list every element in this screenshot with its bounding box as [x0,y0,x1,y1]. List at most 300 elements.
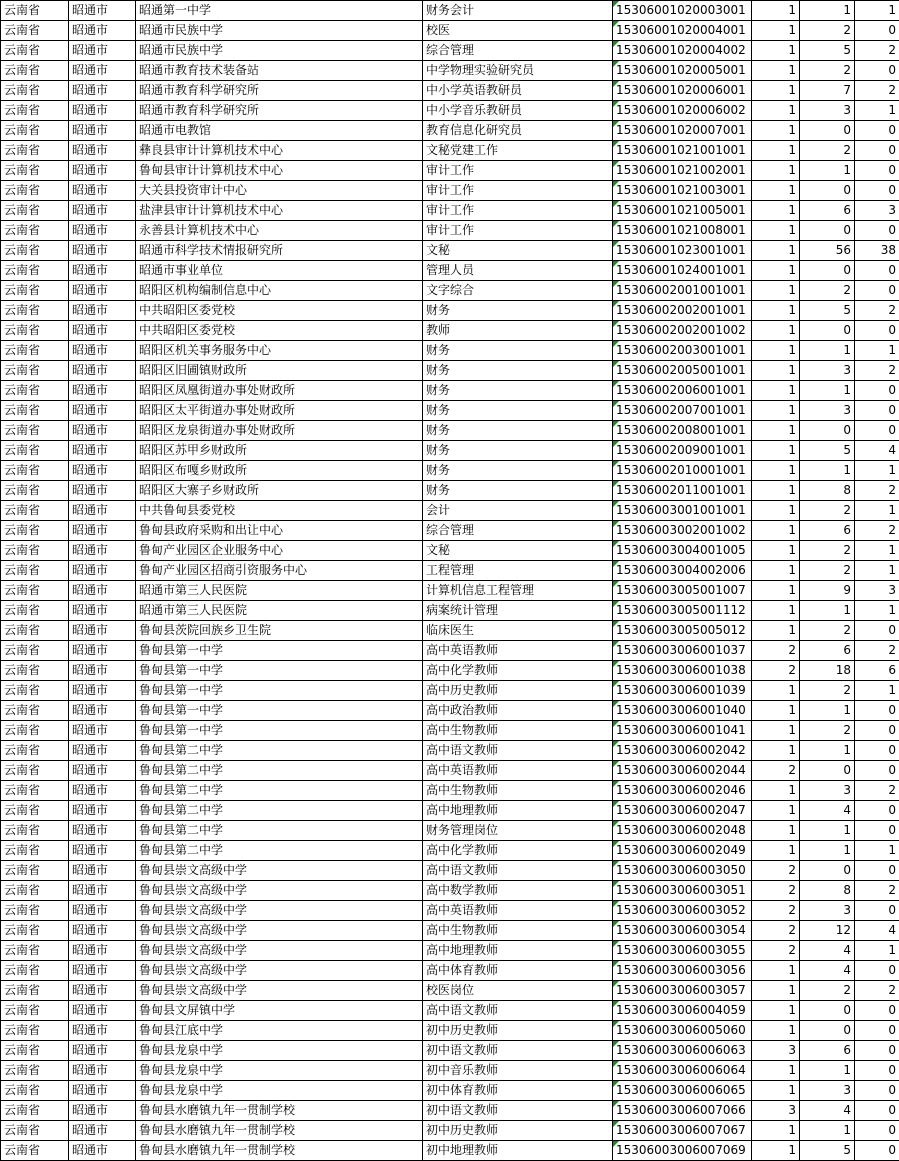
city-cell[interactable]: 昭通市 [69,881,136,901]
employer-cell[interactable]: 鲁甸县第二中学 [136,841,423,861]
applicants-cell[interactable]: 2 [800,561,855,581]
quota-cell[interactable]: 1 [752,21,800,41]
province-cell[interactable]: 云南省 [1,881,69,901]
applicants-cell[interactable]: 2 [800,281,855,301]
quota-cell[interactable]: 1 [752,421,800,441]
province-cell[interactable]: 云南省 [1,481,69,501]
city-cell[interactable]: 昭通市 [69,1041,136,1061]
city-cell[interactable]: 昭通市 [69,1061,136,1081]
position-code-cell[interactable]: 15306002009001001 [613,441,752,461]
province-cell[interactable]: 云南省 [1,581,69,601]
position-code-cell[interactable]: 15306003006002042 [613,741,752,761]
qualified-cell[interactable]: 0 [855,121,899,141]
employer-cell[interactable]: 鲁甸产业园区企业服务中心 [136,541,423,561]
quota-cell[interactable]: 1 [752,961,800,981]
position-cell[interactable]: 校医 [423,21,613,41]
province-cell[interactable]: 云南省 [1,1121,69,1141]
position-cell[interactable]: 工程管理 [423,561,613,581]
applicants-cell[interactable]: 1 [800,161,855,181]
position-cell[interactable]: 高中语文教师 [423,1001,613,1021]
province-cell[interactable]: 云南省 [1,401,69,421]
city-cell[interactable]: 昭通市 [69,61,136,81]
qualified-cell[interactable]: 0 [855,821,899,841]
position-code-cell[interactable]: 15306003006001041 [613,721,752,741]
position-cell[interactable]: 综合管理 [423,41,613,61]
qualified-cell[interactable]: 2 [855,81,899,101]
city-cell[interactable]: 昭通市 [69,761,136,781]
qualified-cell[interactable]: 1 [855,681,899,701]
employer-cell[interactable]: 昭通市电教馆 [136,121,423,141]
employer-cell[interactable]: 昭通第一中学 [136,1,423,21]
province-cell[interactable]: 云南省 [1,501,69,521]
city-cell[interactable]: 昭通市 [69,341,136,361]
employer-cell[interactable]: 鲁甸县龙泉中学 [136,1081,423,1101]
qualified-cell[interactable]: 3 [855,201,899,221]
quota-cell[interactable]: 1 [752,1001,800,1021]
employer-cell[interactable]: 昭通市民族中学 [136,41,423,61]
quota-cell[interactable]: 1 [752,321,800,341]
position-code-cell[interactable]: 15306001021001001 [613,141,752,161]
position-cell[interactable]: 初中音乐教师 [423,1061,613,1081]
province-cell[interactable]: 云南省 [1,641,69,661]
qualified-cell[interactable]: 0 [855,421,899,441]
province-cell[interactable]: 云南省 [1,141,69,161]
qualified-cell[interactable]: 1 [855,561,899,581]
province-cell[interactable]: 云南省 [1,61,69,81]
employer-cell[interactable]: 鲁甸县水磨镇九年一贯制学校 [136,1101,423,1121]
position-cell[interactable]: 高中生物教师 [423,921,613,941]
position-code-cell[interactable]: 15306001021005001 [613,201,752,221]
position-cell[interactable]: 初中地理教师 [423,1141,613,1161]
applicants-cell[interactable]: 1 [800,1,855,21]
quota-cell[interactable]: 1 [752,741,800,761]
position-cell[interactable]: 高中体育教师 [423,961,613,981]
applicants-cell[interactable]: 7 [800,81,855,101]
applicants-cell[interactable]: 0 [800,421,855,441]
applicants-cell[interactable]: 2 [800,981,855,1001]
province-cell[interactable]: 云南省 [1,701,69,721]
quota-cell[interactable]: 1 [752,1121,800,1141]
qualified-cell[interactable]: 2 [855,981,899,1001]
applicants-cell[interactable]: 2 [800,621,855,641]
city-cell[interactable]: 昭通市 [69,141,136,161]
position-code-cell[interactable]: 15306002002001001 [613,301,752,321]
province-cell[interactable]: 云南省 [1,381,69,401]
qualified-cell[interactable]: 1 [855,541,899,561]
province-cell[interactable]: 云南省 [1,21,69,41]
applicants-cell[interactable]: 0 [800,321,855,341]
city-cell[interactable]: 昭通市 [69,861,136,881]
applicants-cell[interactable]: 56 [800,241,855,261]
qualified-cell[interactable]: 2 [855,361,899,381]
quota-cell[interactable]: 1 [752,621,800,641]
position-cell[interactable]: 高中英语教师 [423,901,613,921]
province-cell[interactable]: 云南省 [1,261,69,281]
quota-cell[interactable]: 1 [752,1061,800,1081]
quota-cell[interactable]: 1 [752,41,800,61]
qualified-cell[interactable]: 0 [855,721,899,741]
employer-cell[interactable]: 鲁甸县第一中学 [136,701,423,721]
quota-cell[interactable]: 1 [752,841,800,861]
employer-cell[interactable]: 鲁甸县第二中学 [136,781,423,801]
province-cell[interactable]: 云南省 [1,681,69,701]
qualified-cell[interactable]: 38 [855,241,899,261]
employer-cell[interactable]: 昭通市第三人民医院 [136,601,423,621]
position-code-cell[interactable]: 15306001020006002 [613,101,752,121]
position-code-cell[interactable]: 15306002010001001 [613,461,752,481]
quota-cell[interactable]: 1 [752,181,800,201]
position-code-cell[interactable]: 15306003006002048 [613,821,752,841]
applicants-cell[interactable]: 4 [800,801,855,821]
qualified-cell[interactable]: 2 [855,41,899,61]
position-code-cell[interactable]: 15306001020004002 [613,41,752,61]
employer-cell[interactable]: 鲁甸县崇文高级中学 [136,901,423,921]
employer-cell[interactable]: 昭通市科学技术情报研究所 [136,241,423,261]
applicants-cell[interactable]: 8 [800,481,855,501]
applicants-cell[interactable]: 2 [800,141,855,161]
position-code-cell[interactable]: 15306003006003051 [613,881,752,901]
employer-cell[interactable]: 鲁甸县第一中学 [136,681,423,701]
position-cell[interactable]: 文秘 [423,541,613,561]
city-cell[interactable]: 昭通市 [69,281,136,301]
position-code-cell[interactable]: 15306002008001001 [613,421,752,441]
qualified-cell[interactable]: 4 [855,441,899,461]
city-cell[interactable]: 昭通市 [69,821,136,841]
position-cell[interactable]: 高中生物教师 [423,721,613,741]
position-cell[interactable]: 财务会计 [423,1,613,21]
position-cell[interactable]: 高中英语教师 [423,641,613,661]
position-cell[interactable]: 财务 [423,341,613,361]
quota-cell[interactable]: 3 [752,1101,800,1121]
city-cell[interactable]: 昭通市 [69,621,136,641]
position-cell[interactable]: 高中英语教师 [423,761,613,781]
applicants-cell[interactable]: 8 [800,881,855,901]
employer-cell[interactable]: 昭阳区旧圃镇财政所 [136,361,423,381]
position-code-cell[interactable]: 15306003006003052 [613,901,752,921]
applicants-cell[interactable]: 2 [800,501,855,521]
employer-cell[interactable]: 鲁甸县崇文高级中学 [136,941,423,961]
position-code-cell[interactable]: 15306002007001001 [613,401,752,421]
qualified-cell[interactable]: 6 [855,661,899,681]
city-cell[interactable]: 昭通市 [69,21,136,41]
qualified-cell[interactable]: 2 [855,301,899,321]
employer-cell[interactable]: 鲁甸县龙泉中学 [136,1041,423,1061]
province-cell[interactable]: 云南省 [1,1141,69,1161]
qualified-cell[interactable]: 0 [855,1141,899,1161]
applicants-cell[interactable]: 12 [800,921,855,941]
applicants-cell[interactable]: 1 [800,741,855,761]
quota-cell[interactable]: 2 [752,901,800,921]
quota-cell[interactable]: 3 [752,1041,800,1061]
quota-cell[interactable]: 1 [752,121,800,141]
applicants-cell[interactable]: 4 [800,1101,855,1121]
employer-cell[interactable]: 昭阳区太平街道办事处财政所 [136,401,423,421]
city-cell[interactable]: 昭通市 [69,901,136,921]
quota-cell[interactable]: 1 [752,401,800,421]
city-cell[interactable]: 昭通市 [69,1081,136,1101]
qualified-cell[interactable]: 3 [855,581,899,601]
quota-cell[interactable]: 1 [752,981,800,1001]
qualified-cell[interactable]: 0 [855,261,899,281]
quota-cell[interactable]: 1 [752,101,800,121]
city-cell[interactable]: 昭通市 [69,741,136,761]
employer-cell[interactable]: 鲁甸县水磨镇九年一贯制学校 [136,1121,423,1141]
position-code-cell[interactable]: 15306002011001001 [613,481,752,501]
position-cell[interactable]: 财务 [423,381,613,401]
applicants-cell[interactable]: 18 [800,661,855,681]
province-cell[interactable]: 云南省 [1,861,69,881]
province-cell[interactable]: 云南省 [1,1001,69,1021]
employer-cell[interactable]: 鲁甸县第二中学 [136,761,423,781]
city-cell[interactable]: 昭通市 [69,181,136,201]
qualified-cell[interactable]: 0 [855,1021,899,1041]
city-cell[interactable]: 昭通市 [69,241,136,261]
qualified-cell[interactable]: 0 [855,1101,899,1121]
quota-cell[interactable]: 1 [752,461,800,481]
quota-cell[interactable]: 1 [752,521,800,541]
city-cell[interactable]: 昭通市 [69,981,136,1001]
employer-cell[interactable]: 鲁甸县崇文高级中学 [136,921,423,941]
city-cell[interactable]: 昭通市 [69,661,136,681]
employer-cell[interactable]: 大关县投资审计中心 [136,181,423,201]
position-code-cell[interactable]: 15306003006003054 [613,921,752,941]
qualified-cell[interactable]: 1 [855,941,899,961]
city-cell[interactable]: 昭通市 [69,1101,136,1121]
city-cell[interactable]: 昭通市 [69,161,136,181]
position-cell[interactable]: 高中历史教师 [423,681,613,701]
city-cell[interactable]: 昭通市 [69,401,136,421]
position-cell[interactable]: 高中语文教师 [423,861,613,881]
applicants-cell[interactable]: 3 [800,1081,855,1101]
position-code-cell[interactable]: 15306003006007066 [613,1101,752,1121]
applicants-cell[interactable]: 1 [800,841,855,861]
position-cell[interactable]: 高中化学教师 [423,841,613,861]
city-cell[interactable]: 昭通市 [69,1121,136,1141]
qualified-cell[interactable]: 1 [855,101,899,121]
quota-cell[interactable]: 2 [752,641,800,661]
province-cell[interactable]: 云南省 [1,661,69,681]
quota-cell[interactable]: 1 [752,241,800,261]
applicants-cell[interactable]: 0 [800,1001,855,1021]
position-code-cell[interactable]: 15306003006006063 [613,1041,752,1061]
province-cell[interactable]: 云南省 [1,181,69,201]
qualified-cell[interactable]: 0 [855,861,899,881]
position-cell[interactable]: 初中体育教师 [423,1081,613,1101]
quota-cell[interactable]: 1 [752,541,800,561]
employer-cell[interactable]: 昭阳区机构编制信息中心 [136,281,423,301]
quota-cell[interactable]: 1 [752,261,800,281]
city-cell[interactable]: 昭通市 [69,381,136,401]
qualified-cell[interactable]: 0 [855,1001,899,1021]
province-cell[interactable]: 云南省 [1,841,69,861]
position-code-cell[interactable]: 15306003006003056 [613,961,752,981]
employer-cell[interactable]: 昭阳区机关事务服务中心 [136,341,423,361]
employer-cell[interactable]: 鲁甸县茨院回族乡卫生院 [136,621,423,641]
employer-cell[interactable]: 鲁甸县江底中学 [136,1021,423,1041]
quota-cell[interactable]: 1 [752,301,800,321]
province-cell[interactable]: 云南省 [1,161,69,181]
position-code-cell[interactable]: 15306003006002046 [613,781,752,801]
quota-cell[interactable]: 2 [752,861,800,881]
qualified-cell[interactable]: 0 [855,161,899,181]
qualified-cell[interactable]: 1 [855,841,899,861]
province-cell[interactable]: 云南省 [1,361,69,381]
city-cell[interactable]: 昭通市 [69,321,136,341]
employer-cell[interactable]: 鲁甸县第一中学 [136,641,423,661]
applicants-cell[interactable]: 5 [800,1141,855,1161]
position-code-cell[interactable]: 15306003006001038 [613,661,752,681]
employer-cell[interactable]: 鲁甸县文屏镇中学 [136,1001,423,1021]
position-cell[interactable]: 文字综合 [423,281,613,301]
position-code-cell[interactable]: 15306003006006064 [613,1061,752,1081]
province-cell[interactable]: 云南省 [1,901,69,921]
quota-cell[interactable]: 1 [752,701,800,721]
province-cell[interactable]: 云南省 [1,541,69,561]
position-cell[interactable]: 财务 [423,301,613,321]
position-code-cell[interactable]: 15306002003001001 [613,341,752,361]
employer-cell[interactable]: 鲁甸县水磨镇九年一贯制学校 [136,1141,423,1161]
city-cell[interactable]: 昭通市 [69,841,136,861]
qualified-cell[interactable]: 2 [855,781,899,801]
qualified-cell[interactable]: 0 [855,141,899,161]
position-code-cell[interactable]: 15306001024001001 [613,261,752,281]
province-cell[interactable]: 云南省 [1,1081,69,1101]
employer-cell[interactable]: 昭阳区大寨子乡财政所 [136,481,423,501]
qualified-cell[interactable]: 2 [855,881,899,901]
position-code-cell[interactable]: 15306003006002044 [613,761,752,781]
quota-cell[interactable]: 1 [752,721,800,741]
position-cell[interactable]: 初中历史教师 [423,1021,613,1041]
applicants-cell[interactable]: 3 [800,401,855,421]
city-cell[interactable]: 昭通市 [69,1,136,21]
city-cell[interactable]: 昭通市 [69,921,136,941]
applicants-cell[interactable]: 3 [800,901,855,921]
province-cell[interactable]: 云南省 [1,621,69,641]
position-cell[interactable]: 财务管理岗位 [423,821,613,841]
employer-cell[interactable]: 中共昭阳区委党校 [136,301,423,321]
province-cell[interactable]: 云南省 [1,981,69,1001]
quota-cell[interactable]: 1 [752,1,800,21]
applicants-cell[interactable]: 1 [800,1121,855,1141]
city-cell[interactable]: 昭通市 [69,1141,136,1161]
city-cell[interactable]: 昭通市 [69,41,136,61]
applicants-cell[interactable]: 3 [800,101,855,121]
province-cell[interactable]: 云南省 [1,1041,69,1061]
qualified-cell[interactable]: 1 [855,1,899,21]
city-cell[interactable]: 昭通市 [69,1021,136,1041]
quota-cell[interactable]: 1 [752,501,800,521]
province-cell[interactable]: 云南省 [1,761,69,781]
quota-cell[interactable]: 1 [752,441,800,461]
province-cell[interactable]: 云南省 [1,521,69,541]
position-cell[interactable]: 计算机信息工程管理 [423,581,613,601]
quota-cell[interactable]: 1 [752,201,800,221]
city-cell[interactable]: 昭通市 [69,1001,136,1021]
province-cell[interactable]: 云南省 [1,461,69,481]
province-cell[interactable]: 云南省 [1,81,69,101]
qualified-cell[interactable]: 0 [855,281,899,301]
employer-cell[interactable]: 鲁甸县崇文高级中学 [136,861,423,881]
position-cell[interactable]: 病案统计管理 [423,601,613,621]
position-code-cell[interactable]: 15306003006005060 [613,1021,752,1041]
quota-cell[interactable]: 2 [752,881,800,901]
qualified-cell[interactable]: 1 [855,341,899,361]
employer-cell[interactable]: 昭通市教育技术装备站 [136,61,423,81]
employer-cell[interactable]: 昭通市教育科学研究所 [136,101,423,121]
city-cell[interactable]: 昭通市 [69,301,136,321]
position-cell[interactable]: 财务 [423,401,613,421]
position-cell[interactable]: 中学物理实验研究员 [423,61,613,81]
qualified-cell[interactable]: 1 [855,461,899,481]
position-cell[interactable]: 临床医生 [423,621,613,641]
applicants-cell[interactable]: 1 [800,1061,855,1081]
qualified-cell[interactable]: 0 [855,801,899,821]
quota-cell[interactable]: 1 [752,581,800,601]
province-cell[interactable]: 云南省 [1,941,69,961]
quota-cell[interactable]: 1 [752,781,800,801]
applicants-cell[interactable]: 2 [800,21,855,41]
province-cell[interactable]: 云南省 [1,301,69,321]
employer-cell[interactable]: 昭阳区布嘎乡财政所 [136,461,423,481]
position-code-cell[interactable]: 15306003002001002 [613,521,752,541]
position-cell[interactable]: 中小学英语教研员 [423,81,613,101]
applicants-cell[interactable]: 3 [800,361,855,381]
applicants-cell[interactable]: 6 [800,201,855,221]
city-cell[interactable]: 昭通市 [69,801,136,821]
qualified-cell[interactable]: 0 [855,901,899,921]
city-cell[interactable]: 昭通市 [69,481,136,501]
position-cell[interactable]: 财务 [423,441,613,461]
position-cell[interactable]: 审计工作 [423,221,613,241]
applicants-cell[interactable]: 1 [800,341,855,361]
position-code-cell[interactable]: 15306003006001040 [613,701,752,721]
position-code-cell[interactable]: 15306003004001005 [613,541,752,561]
employer-cell[interactable]: 中共昭阳区委党校 [136,321,423,341]
position-cell[interactable]: 审计工作 [423,201,613,221]
employer-cell[interactable]: 鲁甸县龙泉中学 [136,1061,423,1081]
province-cell[interactable]: 云南省 [1,1021,69,1041]
employer-cell[interactable]: 昭阳区龙泉街道办事处财政所 [136,421,423,441]
qualified-cell[interactable]: 0 [855,961,899,981]
city-cell[interactable]: 昭通市 [69,501,136,521]
city-cell[interactable]: 昭通市 [69,641,136,661]
qualified-cell[interactable]: 0 [855,761,899,781]
province-cell[interactable]: 云南省 [1,741,69,761]
employer-cell[interactable]: 昭阳区苏甲乡财政所 [136,441,423,461]
quota-cell[interactable]: 1 [752,61,800,81]
applicants-cell[interactable]: 5 [800,41,855,61]
quota-cell[interactable]: 1 [752,281,800,301]
position-code-cell[interactable]: 15306003005001007 [613,581,752,601]
employer-cell[interactable]: 昭通市事业单位 [136,261,423,281]
quota-cell[interactable]: 1 [752,221,800,241]
applicants-cell[interactable]: 0 [800,221,855,241]
position-code-cell[interactable]: 15306003006002047 [613,801,752,821]
province-cell[interactable]: 云南省 [1,781,69,801]
qualified-cell[interactable]: 0 [855,61,899,81]
city-cell[interactable]: 昭通市 [69,941,136,961]
position-code-cell[interactable]: 15306001020007001 [613,121,752,141]
quota-cell[interactable]: 1 [752,361,800,381]
applicants-cell[interactable]: 2 [800,61,855,81]
position-code-cell[interactable]: 15306001020006001 [613,81,752,101]
province-cell[interactable]: 云南省 [1,221,69,241]
qualified-cell[interactable]: 0 [855,741,899,761]
position-code-cell[interactable]: 15306003001001001 [613,501,752,521]
employer-cell[interactable]: 鲁甸县第一中学 [136,721,423,741]
quota-cell[interactable]: 1 [752,1141,800,1161]
province-cell[interactable]: 云南省 [1,921,69,941]
